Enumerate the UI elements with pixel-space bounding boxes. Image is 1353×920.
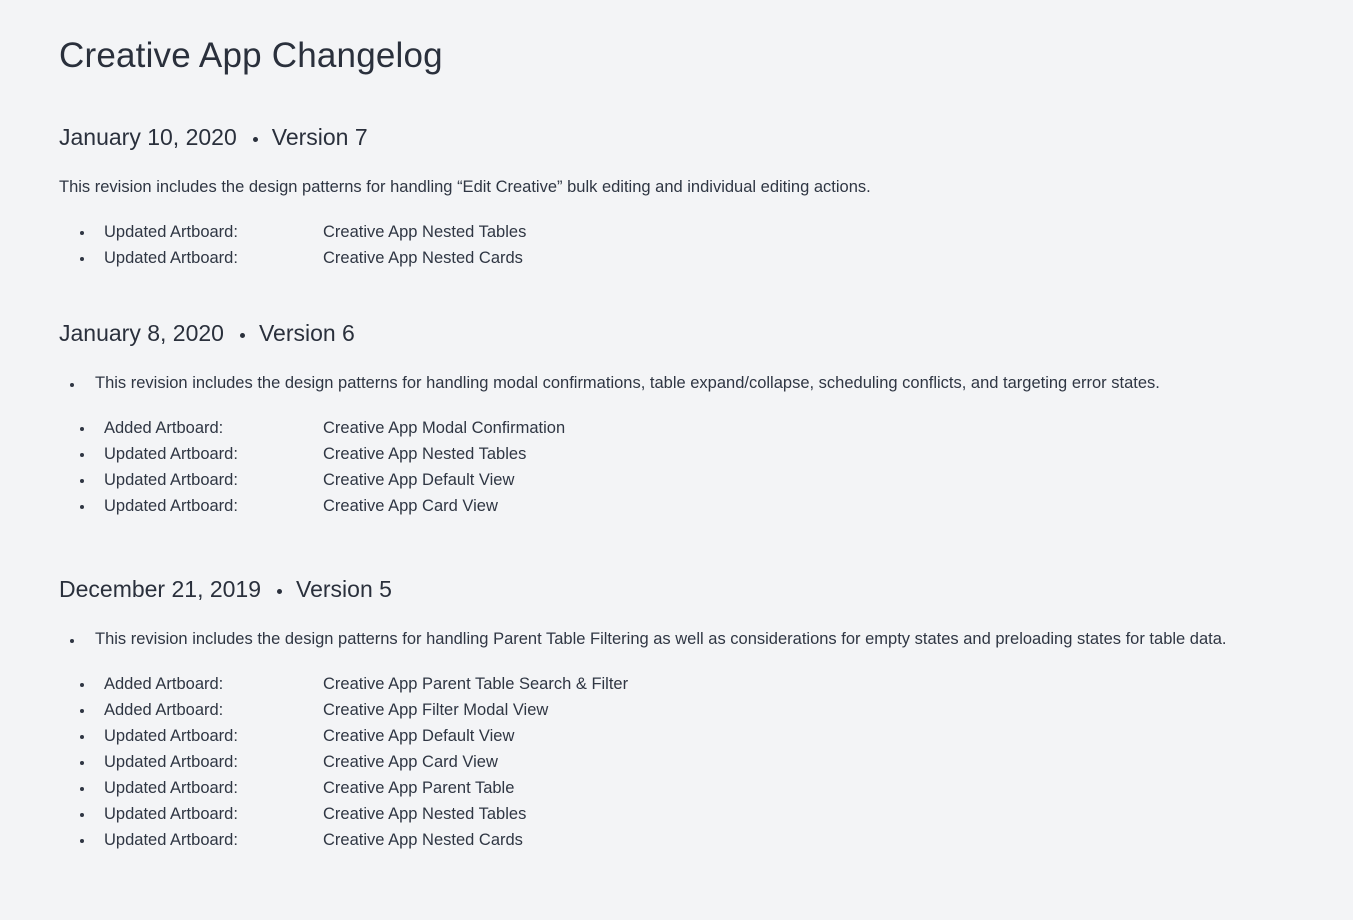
separator-dot-icon — [240, 333, 245, 338]
change-list — [59, 671, 959, 853]
page-title: Creative App Changelog — [59, 36, 443, 75]
change-action: Updated Artboard: — [104, 805, 238, 823]
entry-description — [59, 630, 1227, 649]
change-item — [59, 827, 959, 853]
change-action: Updated Artboard: — [104, 445, 238, 463]
change-artboard-name: Creative App Nested Cards — [323, 249, 523, 267]
change-item — [59, 467, 959, 493]
bullet-icon — [80, 231, 84, 235]
bullet-icon — [80, 787, 84, 791]
change-artboard-name: Creative App Card View — [323, 497, 498, 515]
change-action: Updated Artboard: — [104, 779, 238, 797]
change-item — [59, 723, 959, 749]
change-artboard-name: Creative App Parent Table — [323, 779, 515, 797]
bullet-icon — [70, 639, 74, 643]
entry-version: Version 5 — [296, 575, 392, 602]
change-item — [59, 245, 959, 271]
change-action: Added Artboard: — [104, 701, 224, 719]
bullet-icon — [80, 427, 84, 431]
change-list — [59, 415, 959, 519]
change-item — [59, 749, 959, 775]
change-item — [59, 441, 959, 467]
change-action: Added Artboard: — [104, 675, 224, 693]
change-action: Updated Artboard: — [104, 497, 238, 515]
change-artboard-name: Creative App Default View — [323, 471, 515, 489]
bullet-icon — [80, 709, 84, 713]
entry-version: Version 7 — [271, 123, 368, 150]
bullet-icon — [80, 813, 84, 817]
change-item — [59, 697, 959, 723]
entry-heading — [59, 318, 1333, 348]
entry-description-text: This revision includes the design patterns for handling “Edit Creative” bulk editing and individual editing actions. — [59, 178, 871, 196]
changelog-entry — [59, 318, 1333, 515]
bullet-icon — [80, 761, 84, 765]
change-action: Updated Artboard: — [104, 727, 238, 745]
change-artboard-name: Creative App Nested Tables — [323, 223, 527, 241]
bullet-icon — [80, 505, 84, 509]
change-action: Added Artboard: — [104, 419, 224, 437]
bullet-icon — [80, 257, 84, 261]
separator-dot-icon — [277, 589, 282, 594]
change-item — [59, 801, 959, 827]
change-list — [59, 219, 959, 271]
change-action: Updated Artboard: — [104, 249, 238, 267]
change-item — [59, 415, 959, 441]
change-action: Updated Artboard: — [104, 223, 238, 241]
changelog-entry — [59, 574, 1333, 849]
change-artboard-name: Creative App Nested Tables — [323, 445, 527, 463]
separator-dot-icon — [253, 137, 258, 142]
change-artboard-name: Creative App Default View — [323, 727, 515, 745]
bullet-icon — [80, 479, 84, 483]
changelog-entry — [59, 122, 1333, 267]
change-artboard-name: Creative App Modal Confirmation — [323, 419, 566, 437]
entry-description-text: This revision includes the design patterns for handling modal confirmations, table expand/collapse, scheduling conflicts, and targeting error states. — [95, 374, 1160, 392]
entry-description-text: This revision includes the design patterns for handling Parent Table Filtering as well as considerations for empty states and preloading states for table data. — [95, 630, 1227, 648]
entry-description — [59, 374, 1160, 393]
entry-date: December 21, 2019 — [59, 575, 262, 602]
change-artboard-name: Creative App Card View — [323, 753, 498, 771]
change-artboard-name: Creative App Filter Modal View — [323, 701, 549, 719]
change-artboard-name: Creative App Nested Tables — [323, 805, 527, 823]
bullet-icon — [80, 453, 84, 457]
bullet-icon — [80, 839, 84, 843]
change-artboard-name: Creative App Parent Table Search & Filter — [323, 675, 629, 693]
change-action: Updated Artboard: — [104, 831, 238, 849]
change-item — [59, 493, 959, 519]
entry-version: Version 6 — [258, 319, 355, 346]
entry-heading — [59, 574, 1333, 604]
change-action: Updated Artboard: — [104, 753, 238, 771]
entry-date: January 8, 2020 — [59, 319, 224, 346]
change-action: Updated Artboard: — [104, 471, 238, 489]
entry-heading — [59, 122, 1333, 152]
entry-date: January 10, 2020 — [59, 123, 237, 150]
change-artboard-name: Creative App Nested Cards — [323, 831, 523, 849]
change-item — [59, 219, 959, 245]
entry-description — [59, 178, 871, 197]
change-item — [59, 775, 959, 801]
bullet-icon — [70, 383, 74, 387]
bullet-icon — [80, 683, 84, 687]
change-item — [59, 671, 959, 697]
bullet-icon — [80, 735, 84, 739]
